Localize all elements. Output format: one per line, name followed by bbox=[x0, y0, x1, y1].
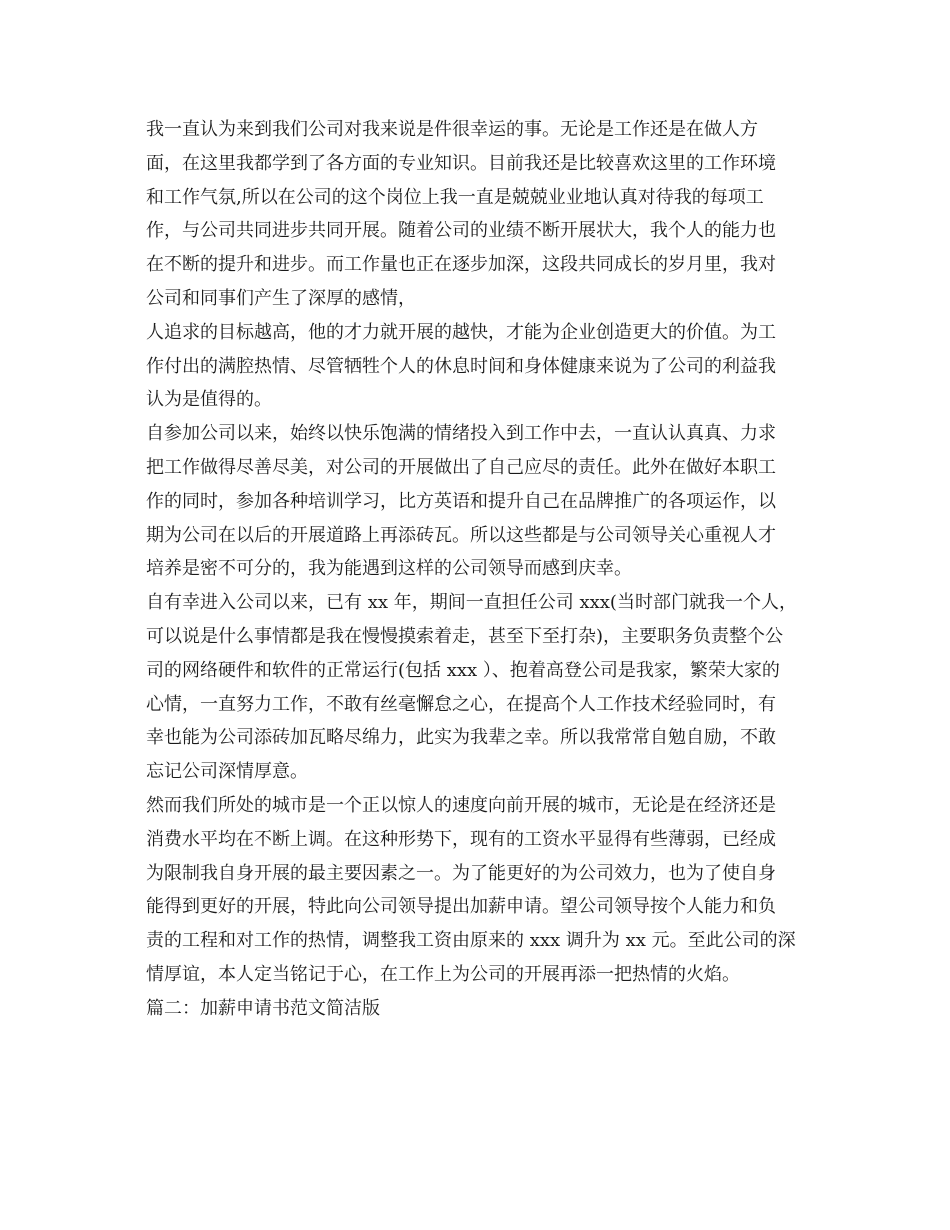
text-line: 消费水平均在不断上调。在这种形势下，现有的工资水平显得有些薄弱，已经成 bbox=[146, 828, 776, 850]
text-line: 把工作做得尽善尽美，对公司的开展做出了自己应尽的责任。此外在做好本职工 bbox=[146, 456, 776, 478]
text-line: 心情，一直努力工作，不敢有丝毫懈怠之心，在提高个人工作技术经验同时，有 bbox=[146, 693, 776, 715]
text-line: 能得到更好的开展，特此向公司领导提出加薪申请。望公司领导按个人能力和负 bbox=[146, 896, 776, 918]
text-line: 期为公司在以后的开展道路上再添砖瓦。所以这些都是与公司领导关心重视人才 bbox=[146, 524, 776, 546]
text-line: 作，与公司共同进步共同开展。随着公司的业绩不断开展状大，我个人的能力也 bbox=[146, 220, 776, 242]
text-line: 我一直认为来到我们公司对我来说是件很幸运的事。无论是工作还是在做人方 bbox=[146, 119, 758, 140]
text-line: 在不断的提升和进步。而工作量也正在逐步加深，这段共同成长的岁月里，我对 bbox=[146, 254, 776, 276]
text-line: 可以说是什么事情都是我在慢慢摸索着走，甚至下至打杂)，主要职务负责整个公 bbox=[146, 625, 784, 647]
text-line: 忘记公司深情厚意。 bbox=[146, 761, 308, 783]
text-line: 幸也能为公司添砖加瓦略尽绵力，此实为我辈之幸。所以我常常自勉自励，不敢 bbox=[146, 727, 776, 749]
text-line: 情厚谊，本人定当铭记于心，在工作上为公司的开展再添一把热情的火焰。 bbox=[146, 963, 740, 985]
text-line: 和工作气氛,所以在公司的这个岗位上我一直是兢兢业业地认真对待我的每项工 bbox=[146, 186, 764, 208]
text-line: 面，在这里我都学到了各方面的专业知识。目前我还是比较喜欢这里的工作环境 bbox=[146, 152, 776, 174]
text-line: 然而我们所处的城市是一个正以惊人的速度向前开展的城市，无论是在经济还是 bbox=[146, 794, 776, 816]
text-line: 司的网络硬件和软件的正常运行(包括 xxx ）、抱着高登公司是我家，繁荣大家的 bbox=[146, 659, 780, 681]
text-line: 认为是值得的。 bbox=[146, 389, 272, 411]
text-line: 公司和同事们产生了深厚的感情， bbox=[146, 287, 416, 309]
text-line: 培养是密不可分的，我为能遇到这样的公司领导而感到庆幸。 bbox=[146, 558, 632, 580]
text-line: 人追求的目标越高，他的才力就开展的越快，才能为企业创造更大的价值。为工 bbox=[146, 321, 776, 343]
text-line: 作付出的满腔热情、尽管牺牲个人的休息时间和身体健康来说为了公司的利益我 bbox=[146, 355, 776, 377]
text-line: 作的同时，参加各种培训学习，比方英语和提升自己在品牌推广的各项运作，以 bbox=[146, 490, 776, 512]
text-line: 自参加公司以来，始终以快乐饱满的情绪投入到工作中去，一直认认真真、力求 bbox=[146, 423, 776, 445]
text-line: 自有幸进入公司以来，已有 xx 年，期间一直担任公司 xxx(当时部门就我一个人， bbox=[146, 592, 797, 614]
section-heading: 篇二：加薪申请书范文简洁版 bbox=[146, 997, 380, 1019]
text-line: 为限制我自身开展的最主要因素之一。为了能更好的为公司效力，也为了使自身 bbox=[146, 862, 776, 884]
document-body bbox=[146, 113, 816, 1026]
text-line: 责的工程和对工作的热情，调整我工资由原来的 xxx 调升为 xx 元。至此公司的深 bbox=[146, 930, 796, 952]
